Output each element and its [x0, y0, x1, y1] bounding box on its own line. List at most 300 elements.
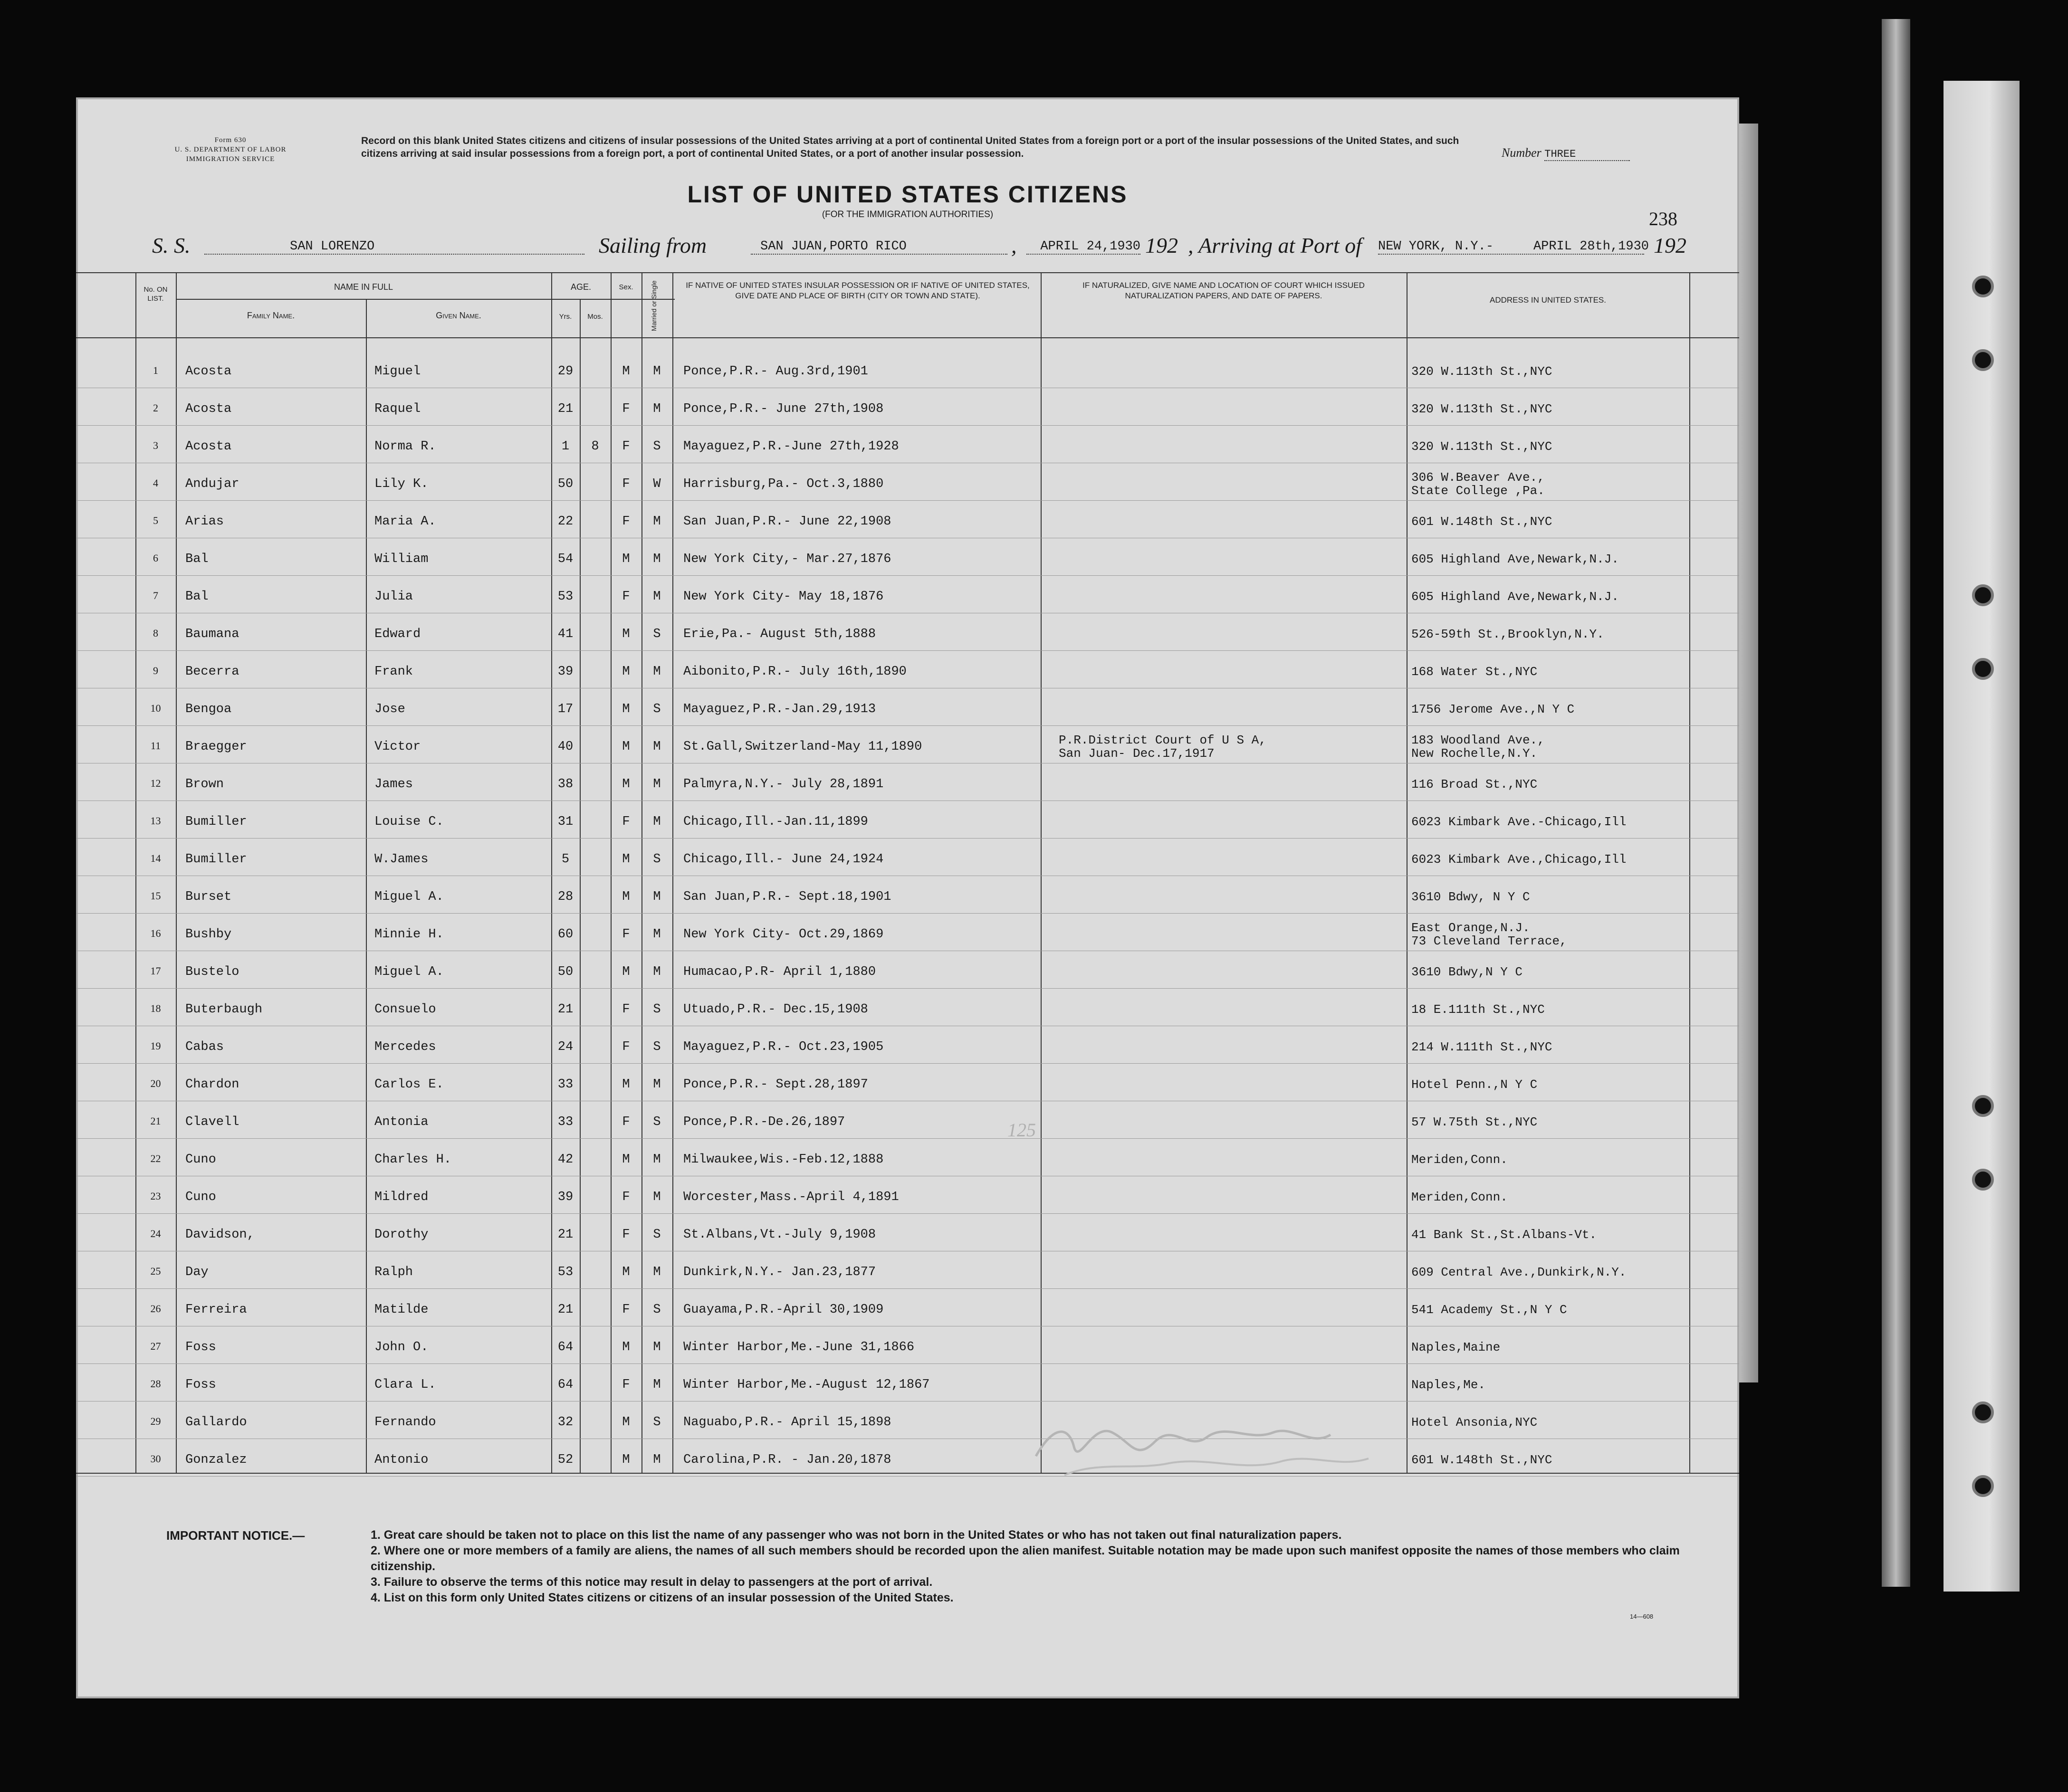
- col-header-given: Given Name.: [436, 311, 481, 320]
- binder-hole-icon: [1972, 1169, 1994, 1191]
- binder-hole-icon: [1972, 349, 1994, 371]
- family-cell: Gonzalez: [185, 1453, 247, 1467]
- family-cell: Bumiller: [185, 815, 247, 829]
- given-cell: Antonio: [374, 1453, 429, 1467]
- birth-cell: Milwaukee,Wis.-Feb.12,1888: [683, 1153, 884, 1167]
- given-cell: Charles H.: [374, 1153, 452, 1167]
- given-cell: Ralph: [374, 1265, 413, 1279]
- address-cell: 168 Water St.,NYC: [1411, 665, 1538, 679]
- address-cell: Naples,Me.: [1411, 1378, 1486, 1392]
- family-cell: Chardon: [185, 1077, 239, 1092]
- mos-cell: 8: [591, 439, 599, 454]
- row-rule: [76, 1363, 1739, 1364]
- yrs-cell: 21: [557, 1002, 574, 1017]
- given-cell: Raquel: [374, 402, 421, 416]
- yrs-cell: 53: [557, 590, 574, 604]
- naturalization-cell: P.R.District Court of U S A,: [1059, 733, 1266, 747]
- sex-cell: F: [622, 1228, 630, 1242]
- yrs-cell: 42: [557, 1153, 574, 1167]
- sex-cell: F: [622, 815, 630, 829]
- given-cell: W.James: [374, 852, 429, 867]
- sex-cell: M: [622, 852, 630, 867]
- yrs-cell: 21: [557, 1303, 574, 1317]
- family-cell: Acosta: [185, 439, 232, 454]
- sex-cell: F: [622, 477, 630, 491]
- address-cell: 1756 Jerome Ave.,N Y C: [1411, 702, 1575, 716]
- notice-item: 2. Where one or more members of a family are aliens, the names of all such members should be recorded upon the alien manifest. Suitable notation may be made upon such manifest opposite the names of those members who claim citizenship.: [371, 1544, 1680, 1573]
- family-cell: Bushby: [185, 927, 232, 942]
- sex-cell: M: [622, 777, 630, 791]
- pencil-mark: 125: [1007, 1119, 1036, 1141]
- ms-cell: W: [653, 477, 661, 491]
- given-cell: Edward: [374, 627, 421, 641]
- page-title: LIST OF UNITED STATES CITIZENS: [687, 181, 1128, 208]
- yrs-cell: 21: [557, 1228, 574, 1242]
- sex-cell: M: [622, 1265, 630, 1279]
- family-cell: Davidson,: [185, 1228, 255, 1242]
- page-number: 238: [1649, 208, 1677, 229]
- ms-cell: M: [653, 1378, 661, 1392]
- ms-cell: S: [653, 702, 661, 716]
- col-header-birth: IF NATIVE OF UNITED STATES INSULAR POSSESSION OR IF NATIVE OF UNITED STATES, GIVE DATE AND PLACE OF BIRTH (CITY OR TOWN AND STATE).: [686, 281, 1030, 300]
- row-rule: [76, 575, 1739, 576]
- given-cell: Consuelo: [374, 1002, 436, 1017]
- binder-hole-icon: [1972, 658, 1994, 680]
- no-cell: 2: [153, 402, 158, 414]
- given-cell: Mercedes: [374, 1040, 436, 1054]
- birth-cell: New York City,- Mar.27,1876: [683, 552, 891, 566]
- ms-cell: M: [653, 402, 661, 416]
- no-cell: 8: [153, 627, 158, 639]
- address-cell: State College ,Pa.: [1411, 484, 1545, 498]
- sex-cell: M: [622, 965, 630, 979]
- birth-cell: New York City- May 18,1876: [683, 590, 884, 604]
- family-cell: Andujar: [185, 477, 239, 491]
- given-cell: Antonia: [374, 1115, 429, 1129]
- ms-cell: S: [653, 1040, 661, 1054]
- birth-cell: Dunkirk,N.Y.- Jan.23,1877: [683, 1265, 876, 1279]
- yrs-cell: 41: [557, 627, 574, 641]
- given-cell: Fernando: [374, 1415, 436, 1430]
- row-rule: [76, 988, 1739, 989]
- given-cell: Victor: [374, 740, 421, 754]
- birth-cell: Winter Harbor,Me.-August 12,1867: [683, 1378, 930, 1392]
- birth-cell: San Juan,P.R.- Sept.18,1901: [683, 890, 891, 904]
- birth-cell: Mayaguez,P.R.- Oct.23,1905: [683, 1040, 884, 1054]
- address-cell: 601 W.148th St.,NYC: [1411, 1453, 1552, 1467]
- family-cell: Gallardo: [185, 1415, 247, 1430]
- birth-cell: Winter Harbor,Me.-June 31,1866: [683, 1340, 915, 1354]
- page-subtitle: (FOR THE IMMIGRATION AUTHORITIES): [822, 210, 994, 219]
- no-cell: 27: [150, 1340, 161, 1352]
- binder-hole-icon: [1972, 1095, 1994, 1117]
- yrs-cell: 40: [557, 740, 574, 754]
- address-cell: 214 W.111th St.,NYC: [1411, 1040, 1552, 1054]
- no-cell: 17: [150, 965, 161, 977]
- row-rule: [76, 500, 1739, 501]
- birth-cell: Palmyra,N.Y.- July 28,1891: [683, 777, 884, 791]
- yrs-cell: 60: [557, 927, 574, 942]
- ship-name: SAN LORENZO: [204, 239, 584, 255]
- ms-cell: M: [653, 515, 661, 529]
- row-rule: [76, 1288, 1739, 1289]
- col-header-yrs: Yrs.: [559, 313, 572, 321]
- family-cell: Foss: [185, 1340, 216, 1354]
- given-cell: William: [374, 552, 429, 566]
- service-name: IMMIGRATION SERVICE: [186, 155, 275, 163]
- yrs-cell: 28: [557, 890, 574, 904]
- given-cell: Lily K.: [374, 477, 429, 491]
- yrs-cell: 64: [557, 1340, 574, 1354]
- sex-cell: M: [622, 1415, 630, 1430]
- given-cell: Mildred: [374, 1190, 429, 1204]
- sex-cell: M: [622, 1340, 630, 1354]
- family-cell: Foss: [185, 1378, 216, 1392]
- birth-cell: St.Gall,Switzerland-May 11,1890: [683, 740, 922, 754]
- no-cell: 11: [150, 740, 161, 752]
- given-cell: Louise C.: [374, 815, 444, 829]
- arrival-port: NEW YORK, N.Y.-: [1378, 239, 1644, 255]
- yrs-cell: 54: [557, 552, 574, 566]
- col-header-name: NAME IN FULL: [334, 282, 393, 292]
- given-cell: John O.: [374, 1340, 429, 1354]
- yrs-cell: 50: [557, 965, 574, 979]
- family-cell: Braegger: [185, 740, 247, 754]
- ms-cell: M: [653, 1077, 661, 1092]
- no-cell: 22: [150, 1153, 161, 1164]
- given-cell: Julia: [374, 590, 413, 604]
- yrs-cell: 24: [557, 1040, 574, 1054]
- binder-hole-icon: [1972, 584, 1994, 606]
- yrs-cell: 39: [557, 665, 574, 679]
- yrs-cell: 33: [557, 1115, 574, 1129]
- sex-cell: F: [622, 1378, 630, 1392]
- no-cell: 29: [150, 1415, 161, 1427]
- ms-cell: S: [653, 1115, 661, 1129]
- family-cell: Cuno: [185, 1153, 216, 1167]
- address-cell: New Rochelle,N.Y.: [1411, 746, 1538, 761]
- birth-cell: San Juan,P.R.- June 22,1908: [683, 515, 891, 529]
- no-cell: 23: [150, 1190, 161, 1202]
- birth-cell: Mayaguez,P.R.-Jan.29,1913: [683, 702, 876, 716]
- address-cell: 18 E.111th St.,NYC: [1411, 1002, 1545, 1017]
- year-suffix: 192: [1654, 233, 1686, 257]
- family-cell: Bal: [185, 590, 209, 604]
- sex-cell: M: [622, 702, 630, 716]
- address-cell: East Orange,N.J.: [1411, 921, 1530, 935]
- given-cell: Clara L.: [374, 1378, 436, 1392]
- sex-cell: M: [622, 740, 630, 754]
- sex-cell: F: [622, 1040, 630, 1054]
- row-rule: [76, 1476, 1739, 1477]
- year-suffix: 192: [1145, 233, 1178, 257]
- family-cell: Buterbaugh: [185, 1002, 263, 1017]
- yrs-cell: 50: [557, 477, 574, 491]
- ms-cell: M: [653, 1190, 661, 1204]
- address-cell: 605 Highland Ave,Newark,N.J.: [1411, 590, 1619, 604]
- birth-cell: Utuado,P.R.- Dec.15,1908: [683, 1002, 868, 1017]
- given-cell: Miguel: [374, 364, 421, 379]
- department-name: U. S. DEPARTMENT OF LABOR: [174, 146, 287, 153]
- departure-date: APRIL 24,1930: [1026, 239, 1140, 255]
- naturalization-cell: San Juan- Dec.17,1917: [1059, 746, 1215, 761]
- family-cell: Day: [185, 1265, 209, 1279]
- birth-cell: Aibonito,P.R.- July 16th,1890: [683, 665, 907, 679]
- no-cell: 6: [153, 552, 158, 564]
- given-cell: Carlos E.: [374, 1077, 444, 1092]
- family-cell: Ferreira: [185, 1303, 247, 1317]
- birth-cell: Ponce,P.R.-De.26,1897: [683, 1115, 845, 1129]
- no-cell: 26: [150, 1303, 161, 1315]
- col-header-age: AGE.: [570, 282, 591, 292]
- no-cell: 19: [150, 1040, 161, 1052]
- form-code: 14—608: [1630, 1613, 1654, 1620]
- sex-cell: F: [622, 1303, 630, 1317]
- sex-cell: M: [622, 552, 630, 566]
- address-cell: 541 Academy St.,N Y C: [1411, 1303, 1567, 1317]
- no-cell: 16: [150, 927, 161, 939]
- binder-hole-icon: [1972, 1401, 1994, 1423]
- row-rule: [76, 1213, 1739, 1214]
- birth-cell: Harrisburg,Pa.- Oct.3,1880: [683, 477, 884, 491]
- yrs-cell: 1: [561, 439, 570, 454]
- no-cell: 13: [150, 815, 161, 827]
- family-cell: Brown: [185, 777, 224, 791]
- ms-cell: M: [653, 890, 661, 904]
- given-cell: James: [374, 777, 413, 791]
- yrs-cell: 17: [557, 702, 574, 716]
- sex-cell: M: [622, 1077, 630, 1092]
- no-cell: 12: [150, 777, 161, 789]
- yrs-cell: 38: [557, 777, 574, 791]
- notice-item: 4. List on this form only United States citizens or citizens of an insular possession of the United States.: [371, 1591, 954, 1604]
- family-cell: Baumana: [185, 627, 239, 641]
- binder-page-strip: [1944, 81, 2020, 1592]
- family-cell: Burset: [185, 890, 232, 904]
- family-cell: Acosta: [185, 364, 232, 379]
- arriving-label: , Arriving at Port of: [1188, 233, 1362, 257]
- ms-cell: M: [653, 740, 661, 754]
- given-cell: Miguel A.: [374, 890, 444, 904]
- ms-cell: M: [653, 1453, 661, 1467]
- address-cell: 183 Woodland Ave.,: [1411, 733, 1545, 747]
- ms-cell: M: [653, 1340, 661, 1354]
- birth-cell: Worcester,Mass.-April 4,1891: [683, 1190, 899, 1204]
- birth-cell: Guayama,P.R.-April 30,1909: [683, 1303, 884, 1317]
- ms-cell: M: [653, 777, 661, 791]
- address-cell: 320 W.113th St.,NYC: [1411, 364, 1552, 379]
- no-cell: 1: [153, 364, 158, 376]
- sex-cell: F: [622, 402, 630, 416]
- address-cell: 57 W.75th St.,NYC: [1411, 1115, 1538, 1129]
- binding-strip: [1882, 19, 1910, 1587]
- birth-cell: Mayaguez,P.R.-June 27th,1928: [683, 439, 899, 454]
- sex-cell: M: [622, 890, 630, 904]
- sailing-from-label: Sailing from: [599, 233, 707, 257]
- yrs-cell: 64: [557, 1378, 574, 1392]
- address-cell: 6023 Kimbark Ave.-Chicago,Ill: [1411, 815, 1627, 829]
- family-cell: Cuno: [185, 1190, 216, 1204]
- ms-cell: S: [653, 852, 661, 867]
- ms-cell: M: [653, 364, 661, 379]
- yrs-cell: 33: [557, 1077, 574, 1092]
- ms-cell: M: [653, 665, 661, 679]
- birth-cell: Ponce,P.R.- Aug.3rd,1901: [683, 364, 868, 379]
- address-cell: 6023 Kimbark Ave.,Chicago,Ill: [1411, 852, 1627, 867]
- no-cell: 18: [150, 1002, 161, 1014]
- sex-cell: F: [622, 1002, 630, 1017]
- address-cell: Meriden,Conn.: [1411, 1153, 1508, 1167]
- yrs-cell: 53: [557, 1265, 574, 1279]
- sex-cell: F: [622, 439, 630, 454]
- notice-heading: IMPORTANT NOTICE.—: [166, 1528, 305, 1543]
- sex-cell: F: [622, 590, 630, 604]
- family-cell: Cabas: [185, 1040, 224, 1054]
- list-number-label: Number: [1502, 146, 1541, 160]
- no-cell: 3: [153, 439, 158, 451]
- given-cell: Dorothy: [374, 1228, 429, 1242]
- address-cell: 601 W.148th St.,NYC: [1411, 515, 1552, 529]
- ms-cell: S: [653, 1228, 661, 1242]
- manifest-page: [76, 97, 1739, 1698]
- ms-cell: M: [653, 1265, 661, 1279]
- ms-cell: M: [653, 590, 661, 604]
- ms-cell: M: [653, 927, 661, 942]
- no-cell: 7: [153, 590, 158, 601]
- col-header-mos: Mos.: [587, 313, 603, 321]
- yrs-cell: 29: [557, 364, 574, 379]
- no-cell: 10: [150, 702, 161, 714]
- signature-mark: [1026, 1413, 1416, 1485]
- address-cell: Naples,Maine: [1411, 1340, 1501, 1354]
- address-cell: 526-59th St.,Brooklyn,N.Y.: [1411, 627, 1604, 641]
- birth-cell: Chicago,Ill.- June 24,1924: [683, 852, 884, 867]
- arrival-date: APRIL 28th,1930: [1533, 239, 1649, 254]
- birth-cell: Humacao,P.R- April 1,1880: [683, 965, 876, 979]
- no-cell: 15: [150, 890, 161, 902]
- col-header-no: No. ON LIST.: [144, 286, 168, 303]
- address-cell: 605 Highland Ave,Newark,N.J.: [1411, 552, 1619, 566]
- family-cell: Becerra: [185, 665, 239, 679]
- ms-cell: M: [653, 552, 661, 566]
- no-cell: 24: [150, 1228, 161, 1239]
- birth-cell: Chicago,Ill.-Jan.11,1899: [683, 815, 868, 829]
- sex-cell: M: [622, 1153, 630, 1167]
- notice-item: 3. Failure to observe the terms of this notice may result in delay to passengers at the port of arrival.: [371, 1575, 933, 1589]
- yrs-cell: 22: [557, 515, 574, 529]
- address-cell: 320 W.113th St.,NYC: [1411, 402, 1552, 416]
- instructions-text: Record on this blank United States citizens and citizens of insular possessions of the United States arriving at a port of continental United States from a foreign port or a port of the insular possessions of the United States, and such citizens arriving at said insular possessions from a foreign port, a port of continental United States, or a port of another insular possession.: [361, 135, 1459, 159]
- family-cell: Bumiller: [185, 852, 247, 867]
- sex-cell: F: [622, 1190, 630, 1204]
- birth-cell: Ponce,P.R.- June 27th,1908: [683, 402, 884, 416]
- binder-hole-icon: [1972, 276, 1994, 297]
- sailing-line: S. S. SAN LORENZO Sailing from SAN JUAN,PORTO RICO , APRIL 24,1930 192 , Arriving at Port of NEW YORK, N.Y.- APRIL 28th,1930 192: [152, 233, 1686, 257]
- row-rule: [76, 838, 1739, 839]
- col-header-family: Family Name.: [247, 311, 295, 320]
- ms-cell: S: [653, 1303, 661, 1317]
- family-cell: Bengoa: [185, 702, 232, 716]
- departure-port: SAN JUAN,PORTO RICO: [751, 239, 1007, 255]
- birth-cell: Ponce,P.R.- Sept.28,1897: [683, 1077, 868, 1092]
- given-cell: Matilde: [374, 1303, 429, 1317]
- family-cell: Acosta: [185, 402, 232, 416]
- ms-cell: M: [653, 1153, 661, 1167]
- important-notice: [371, 1527, 1739, 1606]
- list-number-value: THREE: [1544, 148, 1630, 161]
- given-cell: Minnie H.: [374, 927, 444, 942]
- no-cell: 25: [150, 1265, 161, 1277]
- passenger-table: [76, 97, 1739, 1698]
- address-cell: Meriden,Conn.: [1411, 1190, 1508, 1204]
- binder-hole-icon: [1972, 1475, 1994, 1497]
- sex-cell: F: [622, 927, 630, 942]
- birth-cell: St.Albans,Vt.-July 9,1908: [683, 1228, 876, 1242]
- yrs-cell: 5: [561, 852, 570, 867]
- address-cell: Hotel Penn.,N Y C: [1411, 1077, 1538, 1092]
- birth-cell: Carolina,P.R. - Jan.20,1878: [683, 1453, 891, 1467]
- row-rule: [76, 425, 1739, 426]
- sex-cell: M: [622, 665, 630, 679]
- address-cell: 320 W.113th St.,NYC: [1411, 439, 1552, 454]
- row-rule: [76, 725, 1739, 726]
- address-cell: Hotel Ansonia,NYC: [1411, 1415, 1538, 1430]
- no-cell: 9: [153, 665, 158, 677]
- ms-cell: S: [653, 1002, 661, 1017]
- sex-cell: F: [622, 1115, 630, 1129]
- ms-cell: M: [653, 965, 661, 979]
- form-number: Form 630: [214, 136, 247, 144]
- given-cell: Miguel A.: [374, 965, 444, 979]
- yrs-cell: 32: [557, 1415, 574, 1430]
- yrs-cell: 39: [557, 1190, 574, 1204]
- col-header-sex: Sex.: [619, 283, 633, 291]
- ms-cell: S: [653, 1415, 661, 1430]
- family-cell: Bustelo: [185, 965, 239, 979]
- sex-cell: F: [622, 515, 630, 529]
- no-cell: 21: [150, 1115, 161, 1127]
- birth-cell: Naguabo,P.R.- April 15,1898: [683, 1415, 891, 1430]
- family-cell: Clavell: [185, 1115, 239, 1129]
- address-cell: 3610 Bdwy, N Y C: [1411, 890, 1530, 904]
- row-rule: [76, 650, 1739, 651]
- notice-item: 1. Great care should be taken not to place on this list the name of any passenger who was not born in the United States or who has not taken out final naturalization papers.: [371, 1528, 1342, 1542]
- ms-cell: S: [653, 627, 661, 641]
- family-cell: Arias: [185, 515, 224, 529]
- row-rule: [76, 913, 1739, 914]
- birth-cell: New York City- Oct.29,1869: [683, 927, 884, 942]
- no-cell: 20: [150, 1077, 161, 1089]
- no-cell: 14: [150, 852, 161, 864]
- yrs-cell: 21: [557, 402, 574, 416]
- address-cell: 609 Central Ave.,Dunkirk,N.Y.: [1411, 1265, 1627, 1279]
- given-cell: Norma R.: [374, 439, 436, 454]
- address-cell: 73 Cleveland Terrace,: [1411, 934, 1567, 948]
- sex-cell: M: [622, 627, 630, 641]
- no-cell: 4: [153, 477, 158, 489]
- col-header-naturalized: IF NATURALIZED, GIVE NAME AND LOCATION OF COURT WHICH ISSUED NATURALIZATION PAPERS, AND DATE OF PAPERS.: [1082, 281, 1365, 300]
- address-cell: 3610 Bdwy,N Y C: [1411, 965, 1523, 979]
- row-rule: [76, 1063, 1739, 1064]
- row-rule: [76, 1138, 1739, 1139]
- given-cell: Frank: [374, 665, 413, 679]
- no-cell: 5: [153, 515, 158, 526]
- address-cell: 116 Broad St.,NYC: [1411, 777, 1538, 791]
- given-cell: Maria A.: [374, 515, 436, 529]
- sex-cell: M: [622, 1453, 630, 1467]
- sex-cell: M: [622, 364, 630, 379]
- ss-label: S. S.: [152, 233, 191, 257]
